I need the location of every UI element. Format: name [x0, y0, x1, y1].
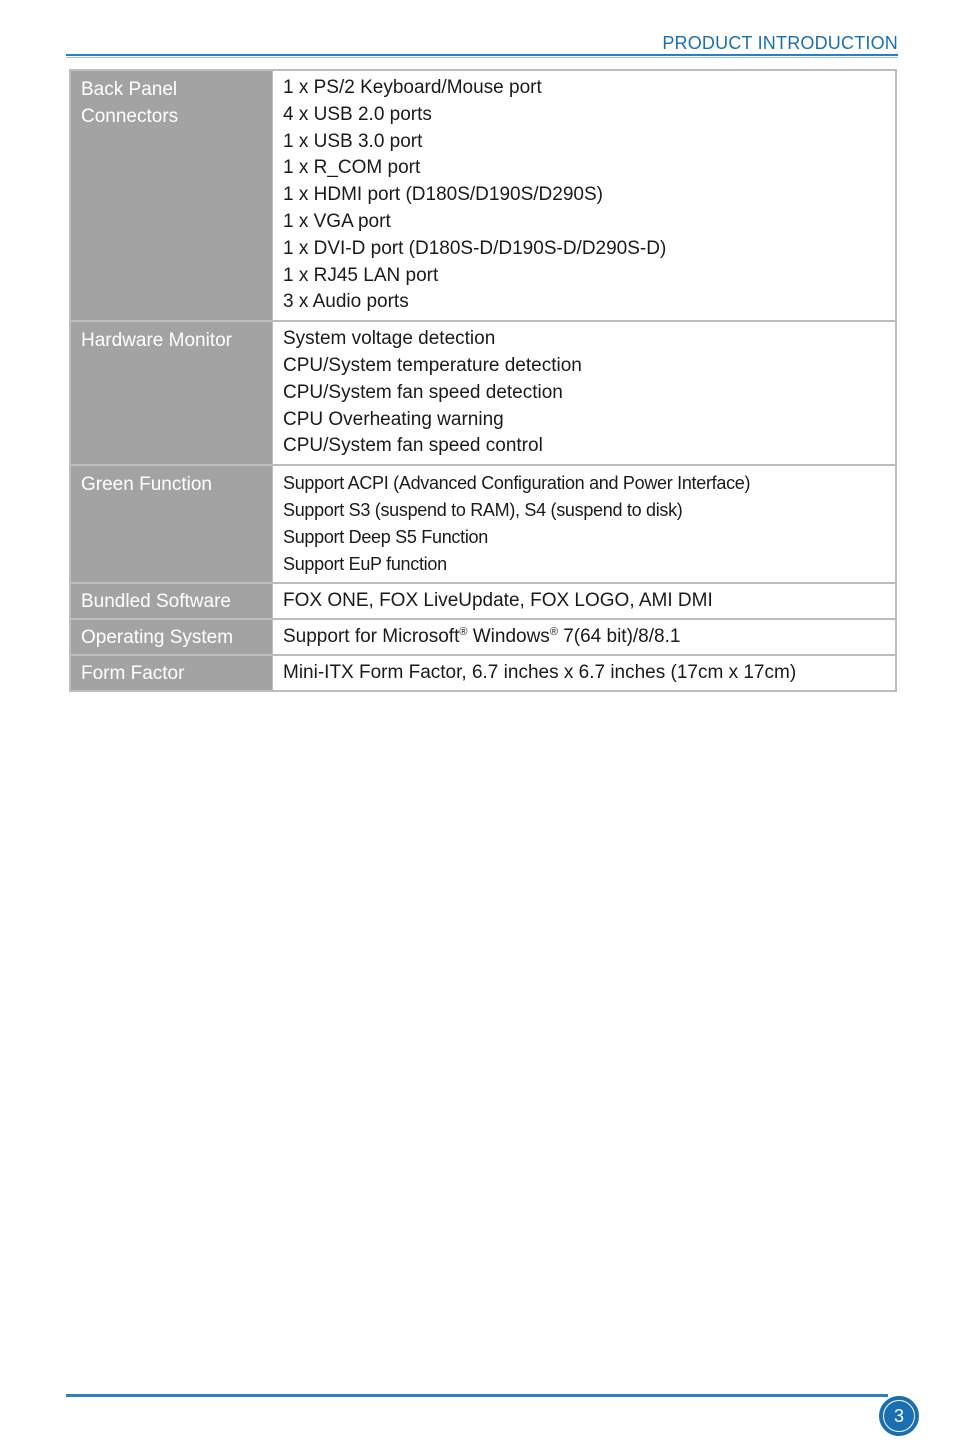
page-section-title: PRODUCT INTRODUCTION — [662, 33, 898, 53]
spec-label: Hardware Monitor — [70, 321, 273, 465]
spec-label: Form Factor — [70, 655, 273, 691]
spec-value-line: CPU/System fan speed detection — [283, 381, 563, 403]
spec-label: Bundled Software — [70, 583, 273, 619]
spec-row-form-factor — [70, 655, 896, 691]
spec-value-line: FOX ONE, FOX LiveUpdate, FOX LOGO, AMI DMI — [283, 590, 713, 612]
os-prefix: Support for Microsoft — [283, 626, 460, 648]
spec-row-bundled-software — [70, 583, 896, 619]
spec-row-green-function — [70, 465, 896, 583]
registered-mark: ® — [459, 626, 468, 639]
page-number: 3 — [893, 1405, 904, 1426]
spec-row-operating-system — [70, 619, 896, 655]
footer-divider — [66, 1394, 888, 1397]
os-suffix: 7(64 bit)/8/8.1 — [557, 626, 681, 648]
spec-value-line: 1 x HDMI port (D180S/D190S/D290S) — [283, 184, 603, 206]
spec-value-line: CPU Overheating warning — [283, 408, 504, 430]
spec-value — [273, 321, 897, 465]
spec-value — [273, 465, 897, 583]
spec-value-line: Support EuP function — [283, 554, 447, 575]
spec-value — [273, 619, 897, 655]
spec-value-line: 1 x USB 3.0 port — [283, 130, 423, 152]
spec-value-line: Support S3 (suspend to RAM), S4 (suspend to disk) — [283, 500, 683, 521]
spec-value-line: 1 x R_COM port — [283, 157, 421, 179]
specification-table — [69, 69, 897, 692]
header-divider — [66, 54, 898, 56]
spec-value-line: CPU/System temperature detection — [283, 354, 582, 376]
page-number-badge — [879, 1396, 919, 1436]
os-middle: Windows — [467, 626, 550, 648]
spec-value-line: 1 x PS/2 Keyboard/Mouse port — [283, 77, 542, 98]
spec-value — [273, 70, 897, 321]
spec-value-line: 3 x Audio ports — [283, 291, 409, 313]
spec-value-line: 4 x USB 2.0 ports — [283, 103, 432, 125]
spec-label: Green Function — [70, 465, 273, 583]
spec-label: Operating System — [70, 619, 273, 655]
spec-value-line: Support ACPI (Advanced Configuration and Power Interface) — [283, 473, 751, 494]
spec-value-line: 1 x DVI-D port (D180S-D/D190S-D/D290S-D) — [283, 237, 667, 259]
spec-value-line: 1 x VGA port — [283, 210, 391, 232]
spec-value-line: 1 x RJ45 LAN port — [283, 264, 439, 286]
spec-value-line: Support Deep S5 Function — [283, 527, 488, 548]
spec-value-line — [283, 624, 885, 651]
spec-row-hardware-monitor — [70, 321, 896, 465]
spec-value — [273, 583, 897, 619]
registered-mark: ® — [549, 626, 558, 639]
spec-value-line: System voltage detection — [283, 328, 496, 350]
spec-label: Back Panel Connectors — [70, 70, 273, 321]
spec-value-line: CPU/System fan speed control — [283, 435, 543, 457]
spec-value — [273, 655, 897, 691]
spec-value-line: Mini-ITX Form Factor, 6.7 inches x 6.7 inches (17cm x 17cm) — [283, 662, 797, 684]
spec-row-back-panel-connectors — [70, 70, 896, 321]
